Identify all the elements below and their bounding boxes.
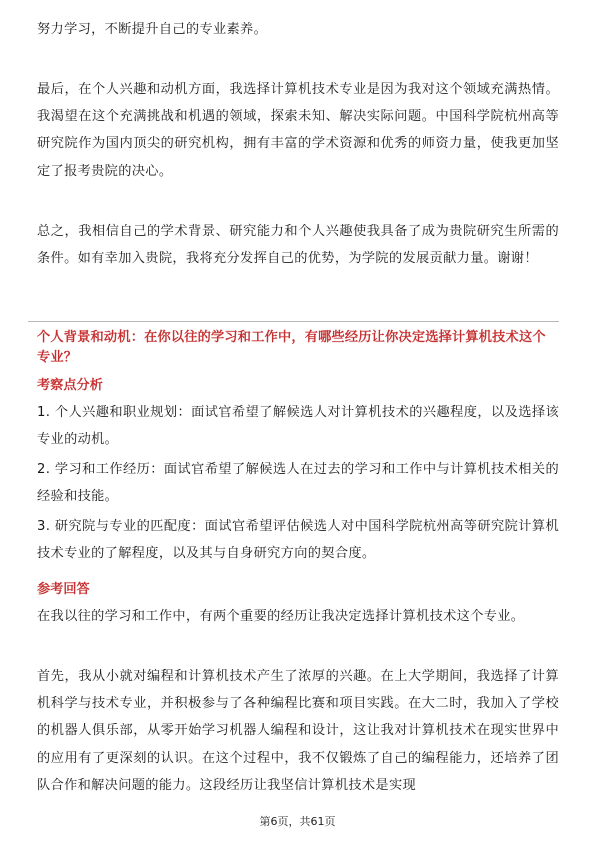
analysis-item: 3. 研究院与专业的匹配度：面试官希望评估候选人对中国科学院杭州高等研究院计算机技术专业的了解程度，以及其与自身研究方向的契合度。 <box>37 519 559 562</box>
answer-paragraph: 首先，我从小就对编程和计算机技术产生了浓厚的兴趣。在上大学期间，我选择了计算机科学与技术专业，并积极参与了各种编程比赛和项目实践。在大二时，我加入了学校的机器人俱乐部，从零开始学习机器人编程和设计，这让我对计算机技术在现实世界中的应用有了更深刻的认识。在这个过程中，我不仅锻炼了自己的编程能力，还培养了团队合作和解决问题的能力。这段经历让我坚信计算机技术是实现 <box>37 669 559 793</box>
section-divider <box>28 321 559 322</box>
body-paragraph: 总之，我相信自己的学术背景、研究能力和个人兴趣使我具备了成为贵院研究生所需的条件。如有幸加入贵院，我将充分发挥自己的优势，为学院的发展贡献力量。谢谢！ <box>37 224 559 267</box>
question-heading: 个人背景和动机：在你以往的学习和工作中，有哪些经历让你决定选择计算机技术这个专业？ <box>37 330 546 365</box>
answer-heading: 参考回答 <box>37 582 90 597</box>
analysis-item: 2. 学习和工作经历：面试官希望了解候选人在过去的学习和工作中与计算机技术相关的经验和技能。 <box>37 462 559 505</box>
body-paragraph: 努力学习，不断提升自己的专业素养。 <box>37 22 268 37</box>
page-number: 第6页，共61页 <box>259 815 336 828</box>
analysis-heading: 考察点分析 <box>37 378 103 393</box>
answer-paragraph: 在我以往的学习和工作中，有两个重要的经历让我决定选择计算机技术这个专业。 <box>37 609 525 624</box>
analysis-item: 1. 个人兴趣和职业规划：面试官希望了解候选人对计算机技术的兴趣程度，以及选择该专业的动机。 <box>37 405 559 448</box>
body-paragraph: 最后，在个人兴趣和动机方面，我选择计算机技术专业是因为我对这个领域充满热情。我渴望在这个充满挑战和机遇的领域，探索未知、解决实际问题。中国科学院杭州高等研究院作为国内顶尖的研究机构，拥有丰富的学术资源和优秀的师资力量，使我更加坚定了报考贵院的决心。 <box>37 82 559 179</box>
